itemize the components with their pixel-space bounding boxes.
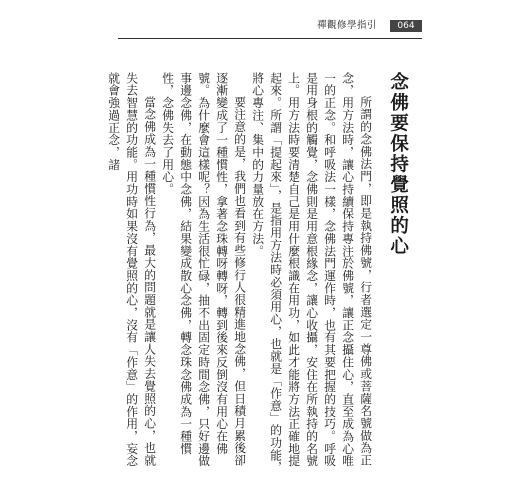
running-header bbox=[118, 20, 422, 40]
paragraph: 所謂的念佛法門，即是執持佛號，行者選定一尊佛或菩薩名號做為正念，用方法時，讓心持續保持專注於佛號，讓正念攝住心，直至成為心唯一的正念。和呼吸法一樣，念佛法門運作時，也有其要把握的技巧。呼吸是用身根的觸覺，念佛則是用意根緣念，讓心收攝，安住在所執持的名號上。用方法時要清楚自己是用什麼根識在用功，如此才能將方法正確地提起來。所謂「提起來」，是指用方法時必須用心，也就是「作意」的功能，將心專注、集中的力量放在方法。 bbox=[250, 72, 373, 474]
vertical-text-body bbox=[106, 72, 422, 474]
header-title: 禪觀修學指引 bbox=[314, 20, 380, 32]
paragraph: 要注意的是，我們也看到有些修行人很精進地念佛，但日積月累後卻逐漸變成了一種慣性，拿著念珠轉呀轉呀，轉到後來反倒沒有用心在佛號。為什麼會這樣呢？因為生活很忙碌，抽不出固定時間念佛，只好邊做事邊念佛，在動態中念佛，結果變成散心念佛，轉念珠念佛成為一種慣性，念佛失去了用心。 bbox=[160, 72, 247, 468]
header-rule bbox=[118, 38, 422, 39]
section-title: 念佛要保持覺照的心 bbox=[387, 72, 409, 257]
page-number: 064 bbox=[390, 20, 422, 32]
paragraph: 當念佛成為一種慣性行為，最大的問題就是讓人失去覺照的心，也就失去智慧的功能。用功時如果沒有覺照的心，沒有「作意」的作用，妄念就會強過正念，諸 bbox=[106, 72, 157, 468]
book-page bbox=[106, 10, 422, 492]
